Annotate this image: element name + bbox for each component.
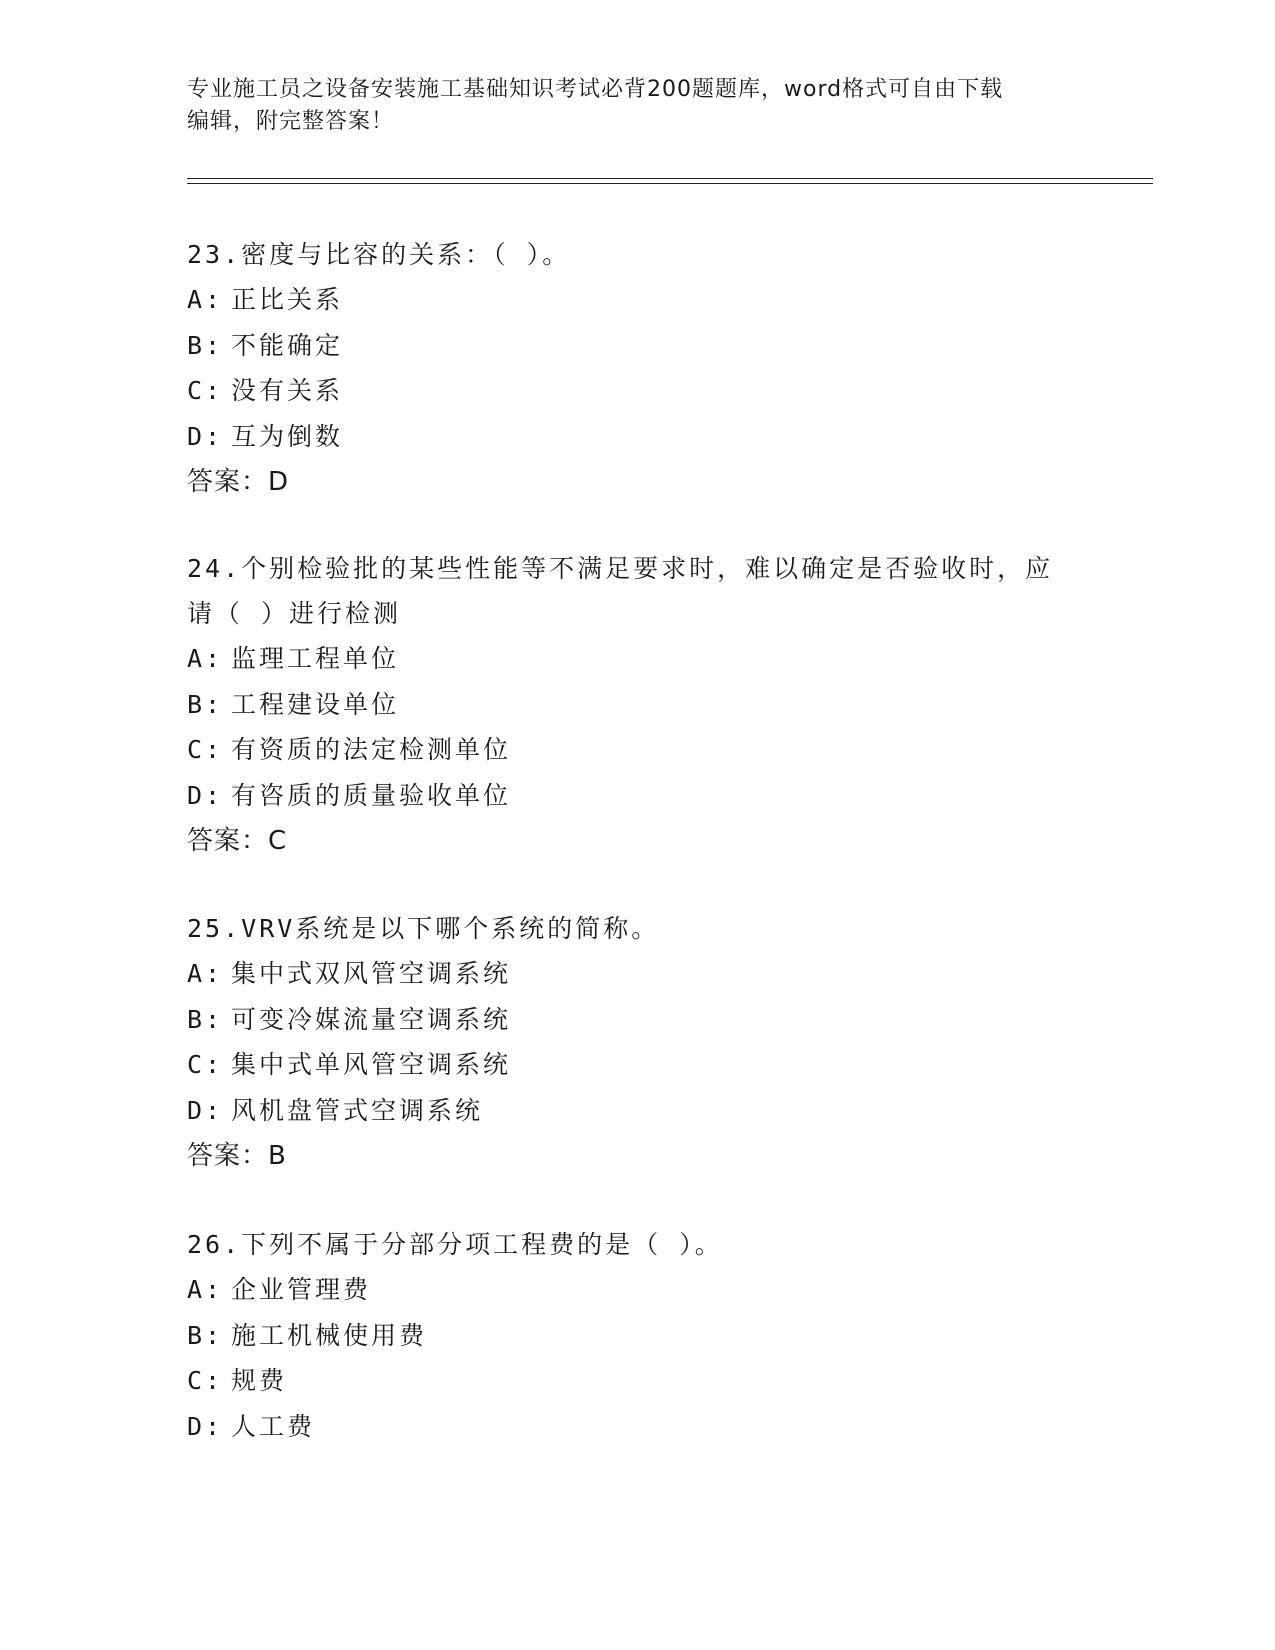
answer-line: 答案：C — [187, 826, 288, 856]
option-text: 施工机械使用费 — [231, 1320, 428, 1350]
option-text: 正比关系 — [231, 285, 344, 314]
option-text: 没有关系 — [231, 376, 344, 405]
option-text: 互为倒数 — [231, 421, 344, 451]
option-d — [187, 414, 1087, 460]
option-b — [187, 1313, 1087, 1359]
header-line-1: 专业施工员之设备安装施工基础知识考试必背200题题库，word格式可自由下载 — [187, 77, 1004, 102]
option-text: 集中式单风管空调系统 — [231, 1050, 512, 1079]
option-key: A: — [187, 959, 224, 988]
option-key: A: — [187, 1275, 224, 1304]
option-b — [187, 682, 1087, 728]
option-d — [187, 1404, 1087, 1450]
option-text: 风机盘管式空调系统 — [231, 1095, 484, 1125]
option-key: C: — [187, 1366, 224, 1395]
option-key: D: — [187, 1411, 224, 1441]
answer-line: 答案：B — [187, 1141, 287, 1171]
option-a — [187, 277, 1087, 323]
option-d — [187, 773, 1087, 819]
option-d — [187, 1088, 1087, 1134]
option-text: 可变冷媒流量空调系统 — [231, 1004, 512, 1034]
option-key: B: — [187, 1320, 224, 1350]
option-text: 企业管理费 — [231, 1275, 372, 1304]
option-key: A: — [187, 285, 224, 314]
option-text: 监理工程单位 — [231, 644, 400, 673]
option-b — [187, 323, 1087, 369]
option-text: 人工费 — [231, 1411, 316, 1441]
option-key: B: — [187, 330, 224, 360]
question-title: 23.密度与比容的关系：（ ）。 — [187, 240, 571, 269]
option-key: C: — [187, 1050, 224, 1079]
question-title: 25.VRV系统是以下哪个系统的简称。 — [187, 914, 660, 943]
option-c — [187, 727, 1087, 773]
option-c — [187, 1042, 1087, 1088]
question-26 — [187, 1222, 1087, 1449]
question-23 — [187, 232, 1087, 505]
option-key: B: — [187, 689, 224, 719]
option-text: 规费 — [231, 1366, 288, 1395]
header-divider-bottom — [187, 183, 1153, 184]
option-b — [187, 997, 1087, 1043]
option-key: B: — [187, 1004, 224, 1034]
option-key: A: — [187, 644, 224, 673]
document-header — [187, 74, 1067, 138]
header-line-2: 编辑，附完整答案！ — [187, 109, 395, 134]
option-c — [187, 368, 1087, 414]
option-text: 集中式双风管空调系统 — [231, 959, 512, 988]
option-key: D: — [187, 780, 224, 810]
option-text: 有资质的法定检测单位 — [231, 735, 512, 764]
option-a — [187, 951, 1087, 997]
option-key: C: — [187, 376, 224, 405]
option-a — [187, 636, 1087, 682]
option-key: D: — [187, 421, 224, 451]
question-title: 24.个别检验批的某些性能等不满足要求时，难以确定是否验收时，应请（ ）进行检测 — [187, 554, 1054, 628]
question-24 — [187, 546, 1087, 864]
option-c — [187, 1358, 1087, 1404]
answer-line: 答案：D — [187, 467, 290, 497]
option-text: 工程建设单位 — [231, 689, 400, 719]
option-a — [187, 1267, 1087, 1313]
question-title: 26.下列不属于分部分项工程费的是（ ）。 — [187, 1230, 723, 1259]
question-25 — [187, 906, 1087, 1179]
option-key: D: — [187, 1095, 224, 1125]
option-key: C: — [187, 735, 224, 764]
option-text: 有咨质的质量验收单位 — [231, 780, 512, 810]
header-divider-top — [187, 178, 1153, 179]
option-text: 不能确定 — [231, 330, 344, 360]
